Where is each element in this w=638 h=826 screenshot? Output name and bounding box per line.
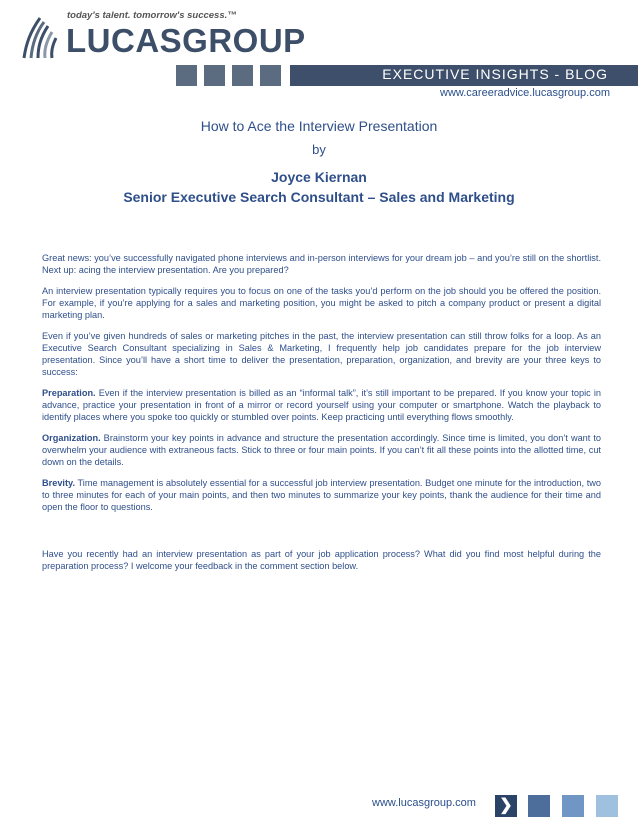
paragraph-closing: Have you recently had an interview presentation as part of your job application process? What did you find most helpful during the preparation process? I welcome your feedback in the comment section below. <box>42 549 601 571</box>
lucasgroup-logo <box>20 8 306 64</box>
header-square-1 <box>176 65 197 86</box>
footer-square-2 <box>562 795 584 817</box>
header-site-link[interactable]: www.careeradvice.lucasgroup.com <box>440 87 610 99</box>
paragraph-experience: Even if you’ve given hundreds of sales or marketing pitches in the past, the interview presentation can still throw folks for a loop. As an Executive Search Consultant specializing in Sales & Marketing, I frequently help job candidates prepare for the job interview presentation. Since you’ll have a short time to deliver the presentation, preparation, organization, and brevity are your three keys to success: <box>42 331 601 377</box>
paragraph-presentation: An interview presentation typically requires you to focus on one of the tasks you’d perform on the job should you be offered the position. For example, if you’re applying for a sales and marketing position, you might be asked to pitch a company product or present a digital marketing plan. <box>42 286 601 320</box>
header-square-3 <box>232 65 253 86</box>
preparation-label: Preparation. <box>42 388 96 398</box>
footer-site-link[interactable]: www.lucasgroup.com <box>372 797 476 809</box>
header-square-4 <box>260 65 281 86</box>
header-square-2 <box>204 65 225 86</box>
byline-by: by <box>312 142 326 157</box>
paragraph-brevity <box>42 477 601 513</box>
banner-bar <box>290 65 638 86</box>
banner-label: EXECUTIVE INSIGHTS - BLOG <box>382 66 608 82</box>
chevron-right-icon[interactable]: ❯ <box>495 795 517 817</box>
footer-square-3 <box>596 795 618 817</box>
footer-square-1 <box>528 795 550 817</box>
preparation-text: Even if the interview presentation is billed as an “informal talk”, it’s still important to be prepared. If you know your topic in advance, practice your presentation in front of a mirror or record yourself using your computer or smartphone. Watch the playback to identify places where you spoke too quickly or stumbled over points. Keep practicing until everything flows smoothly. <box>42 388 601 422</box>
paragraph-organization <box>42 432 601 468</box>
author-role: Senior Executive Search Consultant – Sales and Marketing <box>123 189 515 205</box>
brevity-label: Brevity. <box>42 478 76 488</box>
spacer <box>42 522 601 548</box>
article-body <box>42 252 601 581</box>
article-title: How to Ace the Interview Presentation <box>200 118 438 134</box>
article-heading <box>0 118 638 205</box>
organization-text: Brainstorm your key points in advance and structure the presentation accordingly. Since time is limited, you don’t want to overwhelm your audience with extraneous facts. Stick to three or four main points. If you can’t fit all these points into the allotted time, cut down on the details. <box>42 433 601 467</box>
paragraph-preparation <box>42 387 601 423</box>
brevity-text: Time management is absolutely essential for a successful job interview presentation. Budget one minute for the introduction, two to three minutes for each of your main points, and then two minutes to summarize your key points, thank the audience for their time and open the floor to questions. <box>42 478 601 512</box>
logo-mark-icon <box>20 14 64 60</box>
paragraph-intro: Great news: you’ve successfully navigated phone interviews and in-person interviews for your dream job – and you’re still on the shortlist. Next up: acing the interview presentation. Are you prepared? <box>42 253 601 275</box>
page-header <box>0 0 638 110</box>
tagline: today's talent. tomorrow's success.™ <box>67 10 237 21</box>
logo-text: LUCASGROUP <box>66 22 306 59</box>
organization-label: Organization. <box>42 433 101 443</box>
author-name: Joyce Kiernan <box>271 169 367 185</box>
